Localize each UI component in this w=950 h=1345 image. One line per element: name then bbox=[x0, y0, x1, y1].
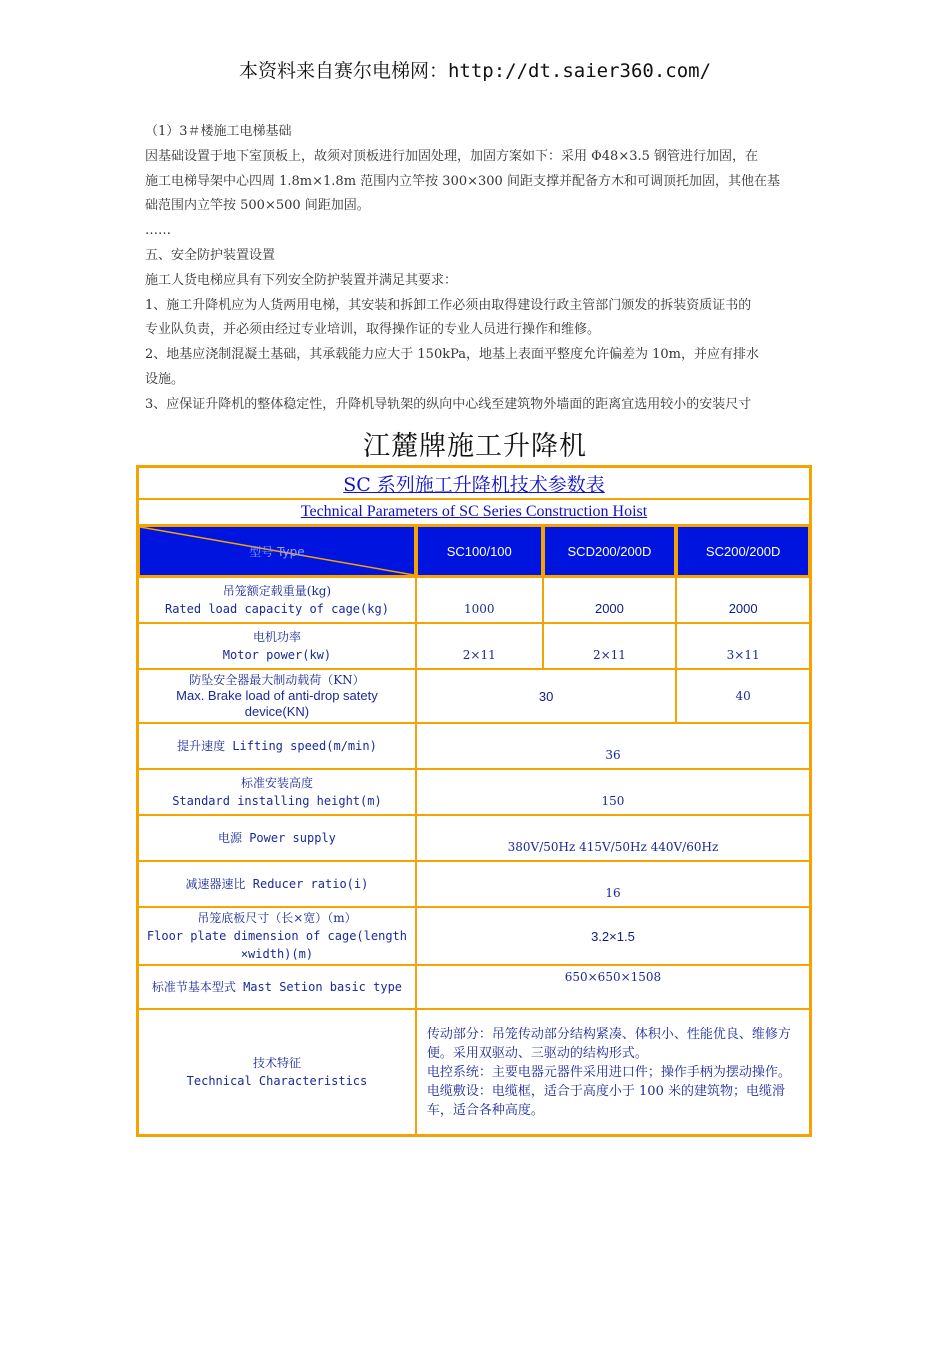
model-header: SC200/200D bbox=[676, 525, 810, 577]
label-text: 减速器速比 Reducer ratio(i) bbox=[185, 877, 369, 891]
row-label-technical bbox=[138, 1009, 416, 1135]
brand-title: 江麓牌施工升降机 bbox=[363, 431, 587, 462]
label-cn: 标准安装高度 bbox=[240, 776, 313, 790]
body-line: 设施。 bbox=[145, 371, 185, 387]
model-header: SC100/100 bbox=[416, 525, 543, 577]
type-label: 型号 Type bbox=[249, 544, 305, 559]
label-cn: 技术特征 bbox=[252, 1056, 301, 1070]
row-label-rated-load bbox=[138, 577, 416, 623]
body-text bbox=[145, 120, 810, 418]
row-label-lifting-speed bbox=[138, 723, 416, 769]
value-cell: 2×11 bbox=[543, 623, 677, 669]
label-text: 标准节基本型式 Mast Setion basic type bbox=[151, 980, 403, 994]
label-en: Motor power(kw) bbox=[222, 648, 332, 662]
value-cell: 3.2×1.5 bbox=[416, 907, 810, 965]
source-header: 本资料来自赛尔电梯网：http://dt.saier360.com/ bbox=[238, 60, 712, 82]
body-line: 1、施工升降机应为人货两用电梯，其安装和拆卸工作必须由取得建设行政主管部门颁发的拆装资质证书的 bbox=[145, 297, 752, 313]
body-line: 2、地基应浇制混凝土基础，其承载能力应大于 150kPa，地基上表面平整度允许偏差为 10m，并应有排水 bbox=[145, 347, 760, 363]
body-line: 础范围内立竿按 500×500 间距加固。 bbox=[145, 198, 370, 214]
value-cell: 650×650×1508 bbox=[416, 965, 810, 1009]
value-cell: 36 bbox=[416, 723, 810, 769]
row-label-brake-load bbox=[138, 669, 416, 723]
technical-characteristics bbox=[416, 1009, 810, 1135]
value-cell: 40 bbox=[676, 669, 810, 723]
table-title-en: Technical Parameters of SC Series Construction Hoist bbox=[138, 499, 810, 525]
value-cell: 3×11 bbox=[676, 623, 810, 669]
value-cell: 30 bbox=[416, 669, 676, 723]
tech-line: 电控系统：主要电器元器件采用进口件；操作手柄为摆动操作。 bbox=[426, 1064, 791, 1080]
label-text: 电源 Power supply bbox=[217, 831, 336, 845]
label-en: Standard installing height(m) bbox=[172, 794, 382, 808]
body-line: …… bbox=[145, 223, 171, 239]
table-title-cn: SC 系列施工升降机技术参数表 bbox=[138, 467, 810, 499]
spec-table bbox=[136, 465, 812, 1137]
value-cell: 2×11 bbox=[416, 623, 543, 669]
value-cell: 380V/50Hz 415V/50Hz 440V/60Hz bbox=[416, 815, 810, 861]
body-line: 施工人货电梯应具有下列安全防护装置并满足其要求： bbox=[145, 272, 458, 288]
label-cn: 防坠安全器最大制动载荷（KN） bbox=[189, 673, 365, 687]
label-cn: 吊笼底板尺寸（长×宽）（m） bbox=[197, 911, 357, 925]
body-line: 因基础设置于地下室顶板上，故须对顶板进行加固处理，加固方案如下：采用 Φ48×3.5 钢管进行加固，在 bbox=[145, 148, 759, 164]
value-cell: 150 bbox=[416, 769, 810, 815]
label-en: Technical Characteristics bbox=[186, 1074, 368, 1088]
value-cell: 2000 bbox=[676, 577, 810, 623]
row-label-install-height bbox=[138, 769, 416, 815]
label-cn: 电机功率 bbox=[252, 630, 301, 644]
body-line: 五、安全防护装置设置 bbox=[145, 247, 276, 263]
tech-line: 传动部分：吊笼传动部分结构紧凑、体积小、性能优良、维修方便。采用双驱动、三驱动的结构形式。 bbox=[426, 1026, 791, 1061]
type-header-cell bbox=[138, 525, 416, 577]
row-label-reducer bbox=[138, 861, 416, 907]
row-label-motor-power bbox=[138, 623, 416, 669]
row-label-mast bbox=[138, 965, 416, 1009]
label-en: Floor plate dimension of cage(length ×width)(m) bbox=[146, 929, 407, 961]
label-en: Rated load capacity of cage(kg) bbox=[164, 602, 389, 616]
body-line: （1）3＃楼施工电梯基础 bbox=[145, 124, 292, 139]
body-line: 3、应保证升降机的整体稳定性，升降机导轨架的纵向中心线至建筑物外墙面的距离宜选用较小的安装尺寸 bbox=[145, 396, 752, 412]
model-header: SCD200/200D bbox=[543, 525, 677, 577]
body-line: 专业队负责，并必须由经过专业培训，取得操作证的专业人员进行操作和维修。 bbox=[145, 322, 601, 338]
value-cell: 2000 bbox=[543, 577, 677, 623]
label-cn: 吊笼额定载重量(kg) bbox=[222, 584, 332, 598]
value-cell: 16 bbox=[416, 861, 810, 907]
value-cell: 1000 bbox=[416, 577, 543, 623]
row-label-power-supply bbox=[138, 815, 416, 861]
tech-line: 电缆敷设：电缆框，适合于高度小于 100 米的建筑物；电缆滑车，适合各种高度。 bbox=[426, 1083, 785, 1118]
label-text: 提升速度 Lifting speed(m/min) bbox=[177, 739, 377, 753]
body-line: 施工电梯导架中心四周 1.8m×1.8m 范围内立竿按 300×300 间距支撑并配备方木和可调顶托加固，其他在基 bbox=[145, 173, 780, 189]
row-label-floor-plate bbox=[138, 907, 416, 965]
label-en: Max. Brake load of anti-drop satety device(KN) bbox=[176, 688, 378, 719]
